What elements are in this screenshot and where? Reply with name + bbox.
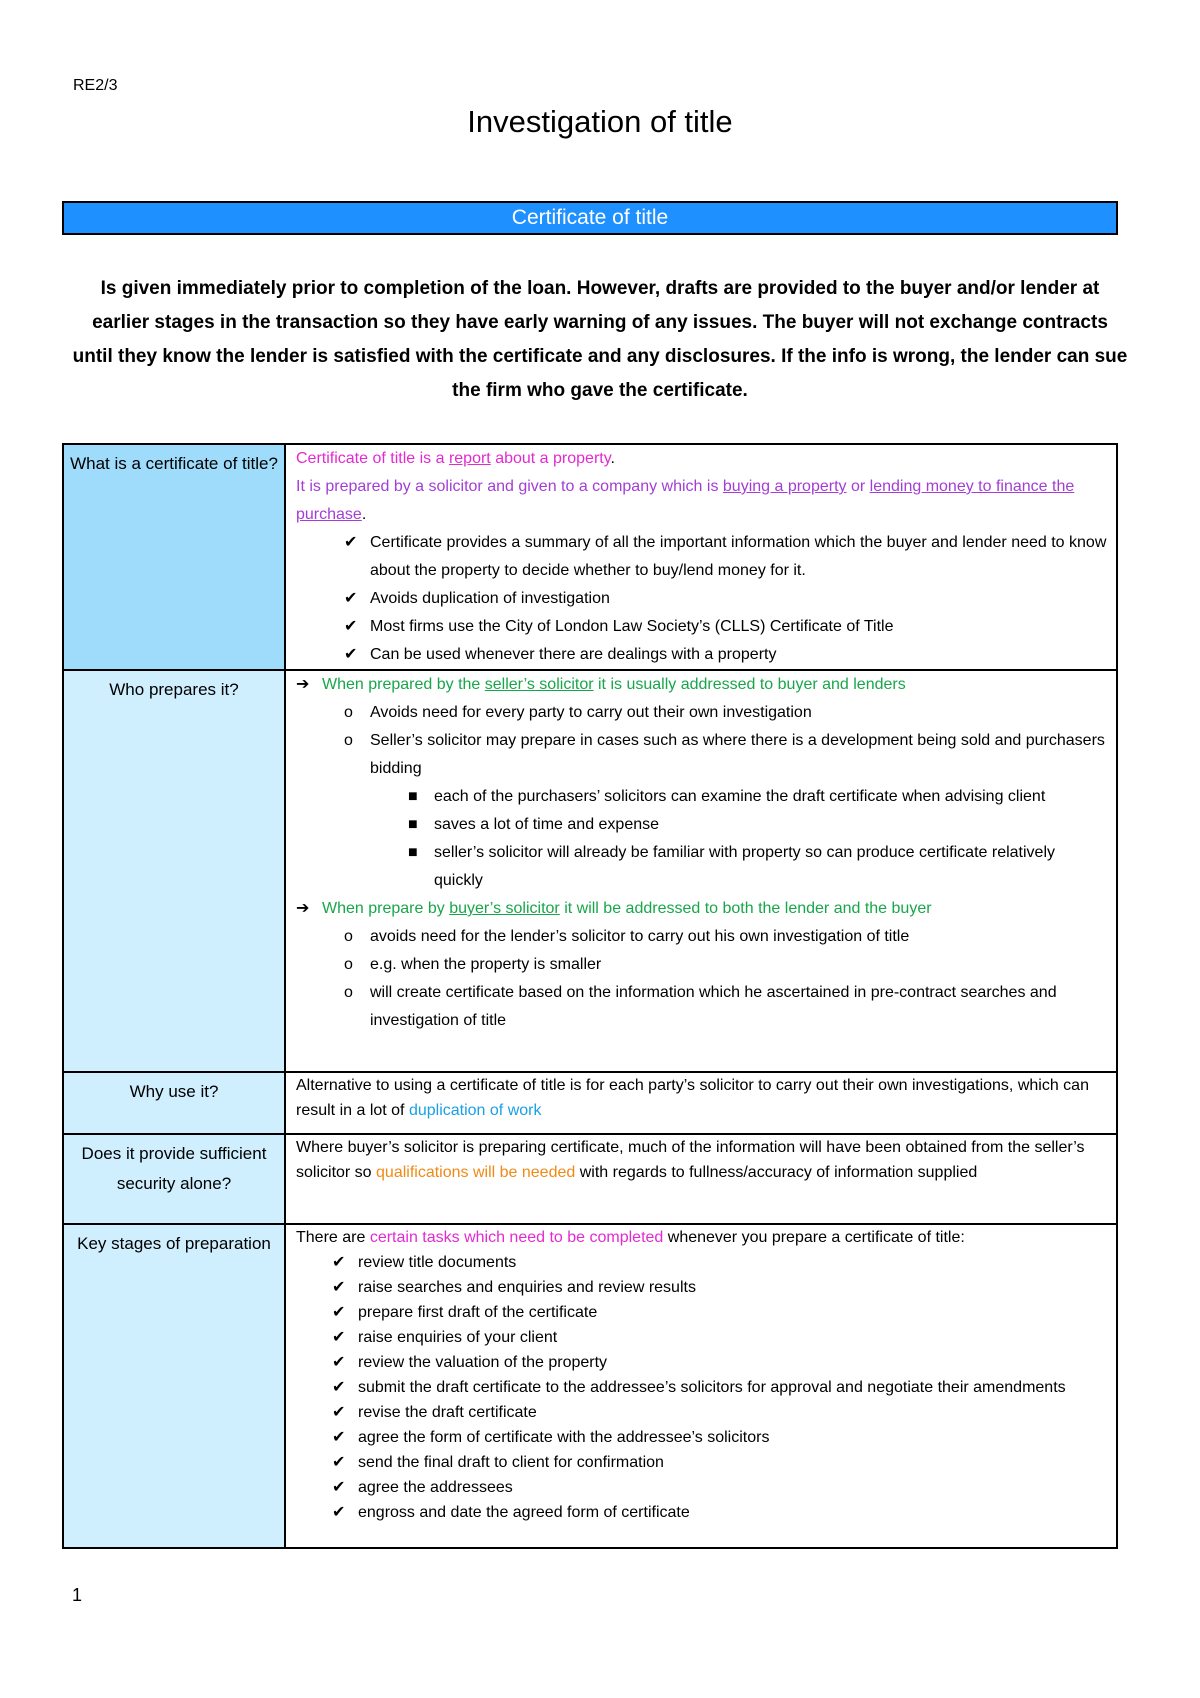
page-number: 1: [72, 1585, 83, 1605]
circle-bullet-icon: o: [344, 984, 353, 1001]
table-row: [63, 1134, 1117, 1224]
answer-line: Certificate of title is a report about a property.: [296, 450, 615, 467]
check-icon: ✔: [332, 1504, 346, 1521]
circle-bullet-icon: o: [344, 732, 353, 749]
check-icon: ✔: [332, 1279, 346, 1296]
check-item: ✔ Avoids duplication of investigation: [296, 585, 1108, 613]
qa-table: [62, 443, 1118, 1549]
circle-bullet-icon: o: [344, 928, 353, 945]
check-icon: ✔: [332, 1404, 346, 1421]
check-item: ✔ submit the draft certificate to the addressee’s solicitors for approval and negotiate their amendments: [296, 1375, 1108, 1400]
check-item: ✔ Most firms use the City of London Law Society’s (CLLS) Certificate of Title: [296, 613, 1108, 641]
square-bullet-icon: ■: [408, 816, 418, 833]
check-icon: ✔: [332, 1479, 346, 1496]
circle-item: o avoids need for the lender’s solicitor to carry out his own investigation of title: [296, 923, 1108, 951]
table-row: [63, 1072, 1117, 1134]
answer-cell: [285, 670, 1117, 1072]
check-icon: ✔: [332, 1454, 346, 1471]
check-icon: ✔: [332, 1304, 346, 1321]
intro-paragraph: Is given immediately prior to completion of the loan. However, drafts are provided to the buyer and/or lender at earlier stages in the transaction so they have early warning of any issues. The buyer will not exchange contracts until they know the lender is satisfied with the certificate and any disclosures. If the info is wrong, the lender can sue the firm who gave the certificate.: [72, 278, 1128, 401]
check-item: ✔ send the final draft to client for confirmation: [296, 1450, 1108, 1475]
table-row: [63, 1224, 1117, 1548]
arrow-item: ➔ When prepared by the seller’s solicitor it is usually addressed to buyer and lenders: [296, 671, 1108, 699]
check-icon: ✔: [344, 534, 358, 551]
check-item: ✔ review the valuation of the property: [296, 1350, 1108, 1375]
question-cell: Why use it?: [63, 1072, 285, 1134]
answer-text: Where buyer’s solicitor is preparing certificate, much of the information will have been obtained from the seller’s solicitor so qualifications will be needed with regards to fullness/accuracy of information supplied: [296, 1139, 1085, 1181]
question-cell: Key stages of preparation: [63, 1224, 285, 1548]
check-icon: ✔: [332, 1354, 346, 1371]
check-icon: ✔: [344, 646, 358, 663]
answer-text: Alternative to using a certificate of title is for each party’s solicitor to carry out their own investigations, which can result in a lot of duplication of work: [296, 1077, 1089, 1119]
circle-item: o e.g. when the property is smaller: [296, 951, 1108, 979]
check-item: ✔ engross and date the agreed form of certificate: [296, 1500, 1108, 1525]
circle-bullet-icon: o: [344, 956, 353, 973]
circle-bullet-icon: o: [344, 704, 353, 721]
check-icon: ✔: [332, 1379, 346, 1396]
check-icon: ✔: [332, 1429, 346, 1446]
square-item: ■ seller’s solicitor will already be familiar with property so can produce certificate relatively quickly: [296, 839, 1108, 895]
answer-cell: [285, 1224, 1117, 1548]
circle-item: o will create certificate based on the information which he ascertained in pre-contract searches and investigation of title: [296, 979, 1108, 1035]
square-bullet-icon: ■: [408, 788, 418, 805]
question-cell: What is a certificate of title?: [63, 444, 285, 670]
check-item: ✔ Can be used whenever there are dealings with a property: [296, 641, 1108, 669]
square-bullet-icon: ■: [408, 844, 418, 861]
check-item: ✔ Certificate provides a summary of all the important information which the buyer and lender need to know about the property to decide whether to buy/lend money for it.: [296, 529, 1108, 585]
check-icon: ✔: [332, 1254, 346, 1271]
answer-cell: [285, 1072, 1117, 1134]
answer-cell: [285, 444, 1117, 670]
check-icon: ✔: [344, 590, 358, 607]
arrow-item: ➔ When prepare by buyer’s solicitor it will be addressed to both the lender and the buyer: [296, 895, 1108, 923]
page-title: Investigation of title: [467, 104, 733, 139]
check-item: ✔ revise the draft certificate: [296, 1400, 1108, 1425]
square-item: ■ each of the purchasers’ solicitors can examine the draft certificate when advising client: [296, 783, 1108, 811]
arrow-icon: ➔: [296, 900, 310, 917]
answer-text: There are certain tasks which need to be completed whenever you prepare a certificate of title:: [296, 1229, 965, 1246]
table-row: [63, 670, 1117, 1072]
answer-line: It is prepared by a solicitor and given to a company which is buying a property or lending money to finance the purchase.: [296, 478, 1075, 523]
question-cell: Does it provide sufficient security alone?: [63, 1134, 285, 1224]
circle-item: o Seller’s solicitor may prepare in cases such as where there is a development being sold and purchasers bidding: [296, 727, 1108, 783]
check-item: ✔ agree the form of certificate with the addressee’s solicitors: [296, 1425, 1108, 1450]
circle-item: o Avoids need for every party to carry out their own investigation: [296, 699, 1108, 727]
check-item: ✔ review title documents: [296, 1250, 1108, 1275]
page-reference: RE2/3: [73, 77, 118, 94]
check-item: ✔ agree the addressees: [296, 1475, 1108, 1500]
section-banner: Certificate of title: [62, 201, 1118, 235]
arrow-icon: ➔: [296, 676, 310, 693]
answer-cell: [285, 1134, 1117, 1224]
check-icon: ✔: [344, 618, 358, 635]
check-item: ✔ raise searches and enquiries and review results: [296, 1275, 1108, 1300]
check-item: ✔ raise enquiries of your client: [296, 1325, 1108, 1350]
check-icon: ✔: [332, 1329, 346, 1346]
check-item: ✔ prepare first draft of the certificate: [296, 1300, 1108, 1325]
table-row: [63, 444, 1117, 670]
question-cell: Who prepares it?: [63, 670, 285, 1072]
square-item: ■ saves a lot of time and expense: [296, 811, 1108, 839]
